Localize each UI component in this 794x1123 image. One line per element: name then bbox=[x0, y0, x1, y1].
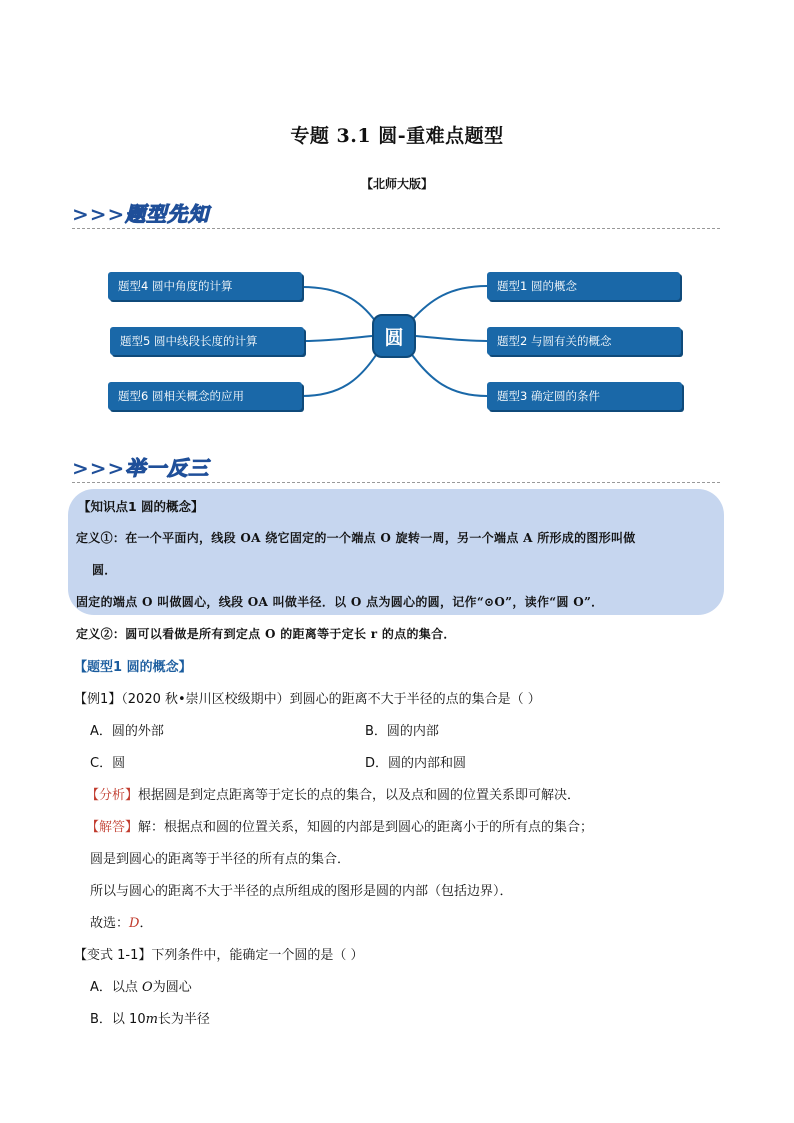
choice-value: D bbox=[129, 916, 140, 931]
mindmap-node-type1: 题型1 圆的概念 bbox=[487, 272, 680, 300]
section-practice-label: 举一反三 bbox=[125, 456, 210, 480]
mindmap-center: 圆 bbox=[372, 314, 416, 358]
variant-text: 下列条件中，能确定一个圆的是（ ） bbox=[151, 948, 364, 963]
option-b: B．圆的内部 bbox=[365, 724, 439, 739]
answer bbox=[86, 816, 593, 835]
connector-right-mid bbox=[416, 336, 487, 341]
example-label: 【例1】 bbox=[74, 692, 122, 707]
arrows-icon: >>> bbox=[72, 202, 126, 226]
choice-suffix: ． bbox=[139, 916, 153, 931]
example-text: （2020 秋•崇川区校级期中）到圆心的距离不大于半径的点的集合是（ ） bbox=[121, 692, 541, 707]
definition-1-line1: 定义①：在一个平面内，线段 OA 绕它固定的一个端点 O 旋转一周，另一个端点 A 所形成的图形叫做 bbox=[76, 531, 636, 545]
definition-1-line2: 圆． bbox=[92, 563, 117, 577]
option-a: A．圆的外部 bbox=[90, 724, 164, 739]
answer-line-3: 所以与圆心的距离不大于半径的点所组成的图形是圆的内部（包括边界）． bbox=[90, 884, 513, 899]
analysis-text: 根据圆是到定点距离等于定长的点的集合，以及点和圆的位置关系即可解决． bbox=[138, 788, 581, 803]
mindmap-node-type3: 题型3 确定圆的条件 bbox=[487, 382, 682, 410]
variant-option-b bbox=[90, 1008, 210, 1027]
definition-2: 定义②：圆可以看做是所有到定点 O 的距离等于定长 r 的点的集合． bbox=[76, 627, 456, 641]
variant-label: 【变式 1-1】 bbox=[74, 948, 152, 963]
answer-label: 【解答】 bbox=[86, 820, 139, 835]
type1-heading: 【题型1 圆的概念】 bbox=[74, 660, 192, 675]
variant-1-1 bbox=[74, 944, 364, 963]
answer-text: 解：根据点和圆的位置关系，知圆的内部是到圆心的距离小于的所有点的集合； bbox=[138, 820, 594, 835]
mindmap-node-type6: 题型6 圆相关概念的应用 bbox=[108, 382, 302, 410]
variant-b-suffix: 长为半径 bbox=[157, 1012, 210, 1027]
edition-label: 【北师大版】 bbox=[360, 177, 433, 191]
answer-choice bbox=[90, 912, 152, 931]
section-practice-heading bbox=[72, 452, 209, 481]
mindmap-node-type4: 题型4 圆中角度的计算 bbox=[108, 272, 302, 300]
example-1 bbox=[74, 688, 541, 707]
option-c: C．圆 bbox=[90, 756, 126, 771]
knowledge-title: 【知识点1 圆的概念】 bbox=[78, 499, 204, 514]
connector-left-mid bbox=[304, 336, 372, 341]
variant-b-prefix: B．以 10 bbox=[90, 1012, 146, 1027]
analysis-label: 【分析】 bbox=[86, 788, 139, 803]
divider bbox=[72, 482, 720, 483]
section-overview-label: 题型先知 bbox=[125, 202, 210, 226]
variant-a-prefix: A．以点 bbox=[90, 980, 143, 995]
connector-right-top bbox=[412, 286, 487, 320]
definition-1-line3: 固定的端点 O 叫做圆心，线段 OA 叫做半径．以 O 点为圆心的圆，记作“⊙O”，读作“圆 O”． bbox=[76, 595, 604, 609]
connector-left-bottom bbox=[302, 352, 378, 396]
mindmap-node-type2: 题型2 与圆有关的概念 bbox=[487, 327, 681, 355]
variant-b-var: m bbox=[145, 1012, 158, 1027]
variant-a-var: O bbox=[142, 980, 153, 995]
analysis bbox=[86, 784, 580, 803]
choice-prefix: 故选： bbox=[90, 916, 130, 931]
connector-left-top bbox=[302, 287, 376, 322]
arrows-icon: >>> bbox=[72, 456, 126, 480]
variant-option-a bbox=[90, 976, 192, 995]
option-d: D．圆的内部和圆 bbox=[365, 756, 467, 771]
mindmap-node-type5: 题型5 圆中线段长度的计算 bbox=[110, 327, 304, 355]
answer-line-2: 圆是到圆心的距离等于半径的所有点的集合． bbox=[90, 852, 351, 867]
variant-a-suffix: 为圆心 bbox=[152, 980, 192, 995]
connector-right-bottom bbox=[410, 352, 487, 396]
page-title: 专题 3.1 圆-重难点题型 bbox=[290, 125, 504, 147]
